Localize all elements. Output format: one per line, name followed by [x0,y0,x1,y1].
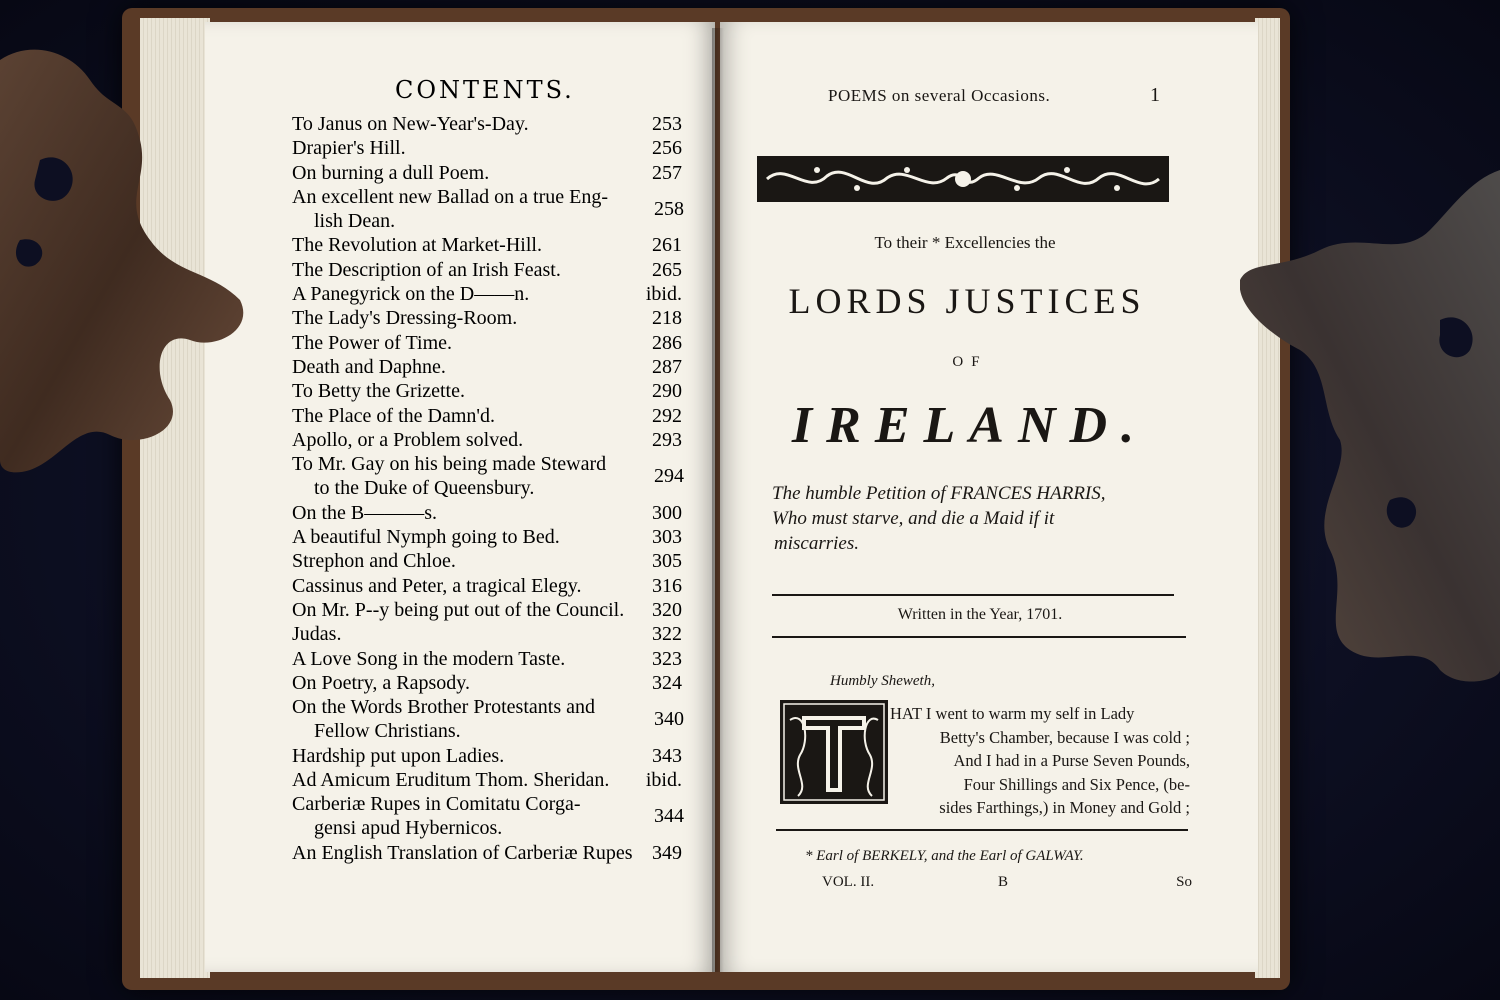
body-line: HAT I went to warm my self in Lady [890,704,1135,723]
entry-page-number: 290 [652,380,682,403]
book-gutter [712,28,724,972]
entry-title-continued: gensi apud Hybernicos. [314,817,503,840]
entry-title: Ad Amicum Eruditum Thom. Sheridan. [292,769,610,792]
entry-page-number: 323 [652,647,682,670]
contents-entry [292,258,692,282]
contents-entry [292,379,692,403]
contents-entry [292,306,692,330]
contents-entry [292,452,692,501]
contents-entry [292,574,692,598]
entry-title: To Mr. Gay on his being made Steward [292,453,607,476]
entry-title: Hardship put upon Ladies. [292,744,505,767]
contents-entry [292,501,692,525]
ireland-title: IRELAND. [791,397,1149,454]
entry-title-continued: lish Dean. [314,209,396,232]
entry-page-number: ibid. [645,283,682,306]
entry-page-number: 343 [652,744,682,767]
signature-mark: B [998,874,1009,890]
body-line: sides Farthings,) in Money and Gold ; [939,798,1190,817]
entry-page-number: 256 [652,137,682,160]
body-line: Betty's Chamber, because I was cold ; [939,727,1190,747]
entry-title: Carberiæ Rupes in Comitatu Corga- [292,793,581,816]
entry-page-number: 322 [652,623,682,646]
left-clamp-icon [0,40,250,480]
petition-heading [772,481,1192,556]
entry-page-number: 258 [654,197,684,220]
entry-page-number: 305 [652,550,682,573]
entry-page-number: 261 [652,234,682,257]
written-year: Written in the Year, 1701. [897,606,1063,623]
ornament-headpiece-icon [757,156,1169,202]
contents-entry [292,768,692,792]
right-clamp-icon [1240,170,1500,690]
contents-entry [292,671,692,695]
contents-entry [292,792,692,841]
entry-title: An excellent new Ballad on a true Eng- [292,185,608,208]
contents-entry [292,233,692,257]
entry-title: Judas. [292,623,342,646]
entry-page-number: 340 [654,708,684,731]
entry-title: On burning a dull Poem. [292,161,490,184]
petition-line: miscarries. [774,533,859,554]
entry-page-number: 257 [652,161,682,184]
entry-title: On Mr. P--y being put out of the Council. [292,598,625,621]
entry-page-number: 253 [652,113,682,135]
contents-entry [292,331,692,355]
contents-entry [292,355,692,379]
entry-title: The Power of Time. [292,331,452,354]
entry-page-number: 344 [654,805,684,828]
footnote: * Earl of BERKELY, and the Earl of GALWAY. [805,848,1084,864]
entry-title: The Lady's Dressing-Room. [292,307,518,330]
contents-entry [292,598,692,622]
entry-title: A beautiful Nymph going to Bed. [292,526,560,549]
entry-page-number: 349 [652,841,682,864]
entry-page-number: 294 [654,465,684,488]
entry-page-number: 218 [652,307,682,330]
contents-entry [292,525,692,549]
body-line: Four Shillings and Six Pence, (be- [963,774,1190,794]
contents-entry [292,404,692,428]
contents-list [292,112,692,865]
entry-title: Cassinus and Peter, a tragical Elegy. [292,574,582,597]
body-line: And I had in a Purse Seven Pounds, [953,751,1190,770]
entry-title: A Panegyrick on the D——n. [292,283,530,306]
contents-entry [292,622,692,646]
entry-title-continued: to the Duke of Queensbury. [314,477,535,500]
entry-title: The Description of an Irish Feast. [292,258,561,281]
entry-title: On the Words Brother Protestants and [292,696,595,719]
running-head: POEMS on several Occasions. [828,86,1051,105]
contents-heading: CONTENTS. [395,76,575,104]
contents-entry [292,136,692,160]
entry-title: Death and Daphne. [292,355,446,378]
entry-page-number: ibid. [645,769,682,792]
contents-entry [292,549,692,573]
dedication-line: To their * Excellencies the [874,233,1056,252]
rule-bottom [776,829,1188,831]
page-number: 1 [1150,84,1160,106]
entry-page-number: 293 [652,428,682,451]
catchword: So [1176,874,1192,890]
lords-justices-title: LORDS JUSTICES [788,281,1146,321]
entry-title: On the B———s. [292,501,437,524]
contents-entry [292,428,692,452]
contents-entry [292,647,692,671]
entry-title-continued: Fellow Christians. [314,720,461,743]
entry-page-number: 265 [652,258,682,281]
rule-middle [772,636,1186,638]
contents-entry [292,695,692,744]
entry-title: Drapier's Hill. [292,137,406,160]
entry-title: Strephon and Chloe. [292,550,456,573]
contents-entry [292,112,692,136]
petition-line: Who must starve, and die a Maid if it [772,508,1055,529]
entry-title: An English Translation of Carberiæ Rupes [292,841,633,864]
contents-entry [292,282,692,306]
petition-line: The humble Petition of FRANCES HARRIS, [772,483,1106,504]
contents-entry [292,161,692,185]
entry-page-number: 300 [652,501,682,524]
entry-page-number: 303 [652,526,682,549]
volume-label: VOL. II. [822,874,875,890]
entry-page-number: 324 [652,671,682,694]
contents-entry [292,841,692,865]
contents-entry [292,185,692,234]
entry-page-number: 320 [652,598,682,621]
petition-body [890,702,1190,820]
contents-entry [292,744,692,768]
entry-title: Apollo, or a Problem solved. [292,428,524,451]
entry-title: To Betty the Grizette. [292,380,465,403]
salutation: Humbly Sheweth, [830,673,935,689]
entry-page-number: 287 [652,355,682,378]
entry-title: The Place of the Damn'd. [292,404,495,427]
rule-top [772,594,1174,596]
entry-title: The Revolution at Market-Hill. [292,234,542,257]
entry-page-number: 286 [652,331,682,354]
entry-title: A Love Song in the modern Taste. [292,647,566,670]
of-line: OF [952,354,988,370]
decorated-initial-t-icon [780,700,888,804]
entry-title: On Poetry, a Rapsody. [292,671,470,694]
entry-page-number: 292 [652,404,682,427]
entry-page-number: 316 [652,574,682,597]
entry-title: To Janus on New-Year's-Day. [292,113,529,135]
